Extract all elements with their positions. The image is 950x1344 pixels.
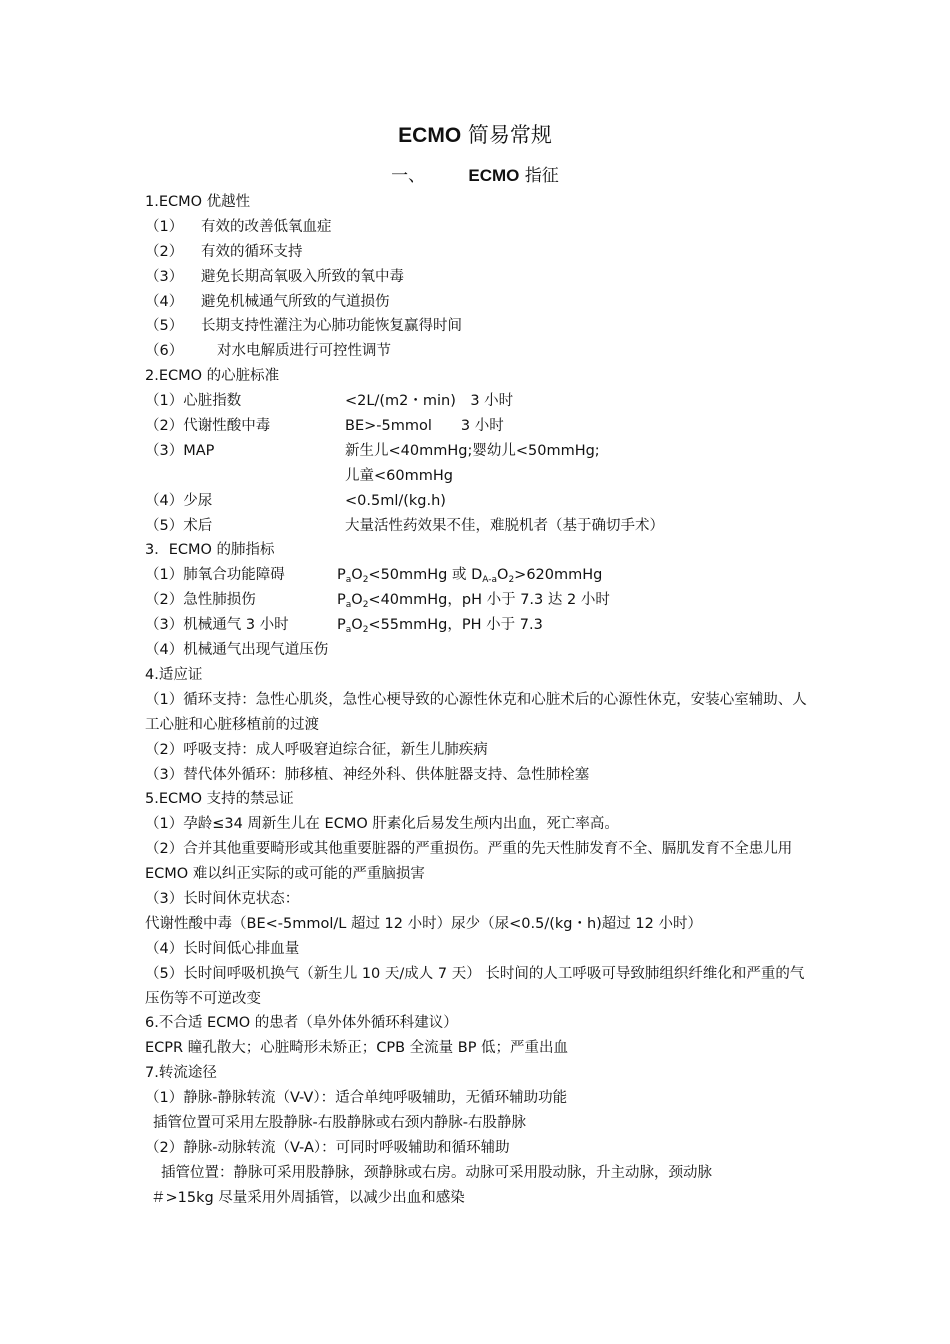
paragraph: （2）合并其他重要畸形或其他重要脏器的严重损伤。严重的先天性肺发育不全、膈肌发育不全患儿用 ECMO 难以纠正实际的或可能的严重脑损害 xyxy=(145,841,793,883)
criteria-row: （2）代谢性酸中毒 BE>-5mmol 3 小时 xyxy=(145,418,504,435)
paragraph: （4）长时间低心排血量 xyxy=(145,940,300,957)
heading-bypass-routes: 7.转流途径 xyxy=(145,1065,217,1082)
paragraph: （2）静脉-动脉转流（V-A）：可同时呼吸辅助和循环辅助 xyxy=(145,1139,510,1156)
list-item: （1） 有效的改善低氧血症 xyxy=(145,218,332,235)
document-title: ECMO 简易常规 xyxy=(398,123,552,147)
paragraph: 代谢性酸中毒（BE<-5mmol/L 超过 12 小时）尿少（尿<0.5/(kg・h)超过 12 小时） xyxy=(145,915,702,932)
section-title-indications: 一、 ECMO 指征 xyxy=(391,166,559,186)
paragraph: 插管位置可采用左股静脉-右股静脉或右颈内静脉-右股静脉 xyxy=(153,1115,526,1132)
paragraph: （1）孕龄≤34 周新生儿在 ECMO 肝素化后易发生颅内出血，死亡率高。 xyxy=(145,816,619,833)
list-item: （4） 避免机械通气所致的气道损伤 xyxy=(145,293,390,310)
criteria-row: （4）机械通气出现气道压伤 xyxy=(145,642,329,659)
paragraph: 插管位置：静脉可采用股静脉，颈静脉或右房。动脉可采用股动脉，升主动脉，颈动脉 xyxy=(161,1164,712,1181)
paragraph: （3）替代体外循环：肺移植、神经外科、供体脏器支持、急性肺栓塞 xyxy=(145,766,590,783)
list-item: （2） 有效的循环支持 xyxy=(145,243,303,260)
paragraph: （1）静脉-静脉转流（V-V）：适合单纯呼吸辅助，无循环辅助功能 xyxy=(145,1090,568,1107)
criteria-row: （3）机械通气 3 小时 $P_aO_2<55mmHg$，PH 小于 7.3 xyxy=(145,617,543,636)
paragraph: ECPR 瞳孔散大；心脏畸形未矫正；CPB 全流量 BP 低；严重出血 xyxy=(145,1040,569,1057)
heading-unsuitable-patients: 6.不合适 ECMO 的患者（阜外体外循环科建议） xyxy=(145,1015,458,1032)
criteria-row: （3）MAP 新生儿<40mmHg;婴幼儿<50mmHg; xyxy=(145,442,600,459)
list-item: （3） 避免长期高氧吸入所致的氧中毒 xyxy=(145,268,404,285)
list-item: （6） 对水电解质进行可控性调节 xyxy=(145,343,391,360)
criteria-row: （1）心脏指数 <2L/(m2・min) 3 小时 xyxy=(145,393,514,410)
criteria-row: （4）少尿 <0.5ml/(kg.h) xyxy=(145,492,446,509)
paragraph: （2）呼吸支持：成人呼吸窘迫综合征，新生儿肺疾病 xyxy=(145,741,488,758)
paragraph: （5）长时间呼吸机换气（新生儿 10 天/成人 7 天） 长时间的人工呼吸可导致肺组织纤维化和严重的气压伤等不可逆改变 xyxy=(145,965,805,1007)
paragraph: （1）循环支持：急性心肌炎，急性心梗导致的心源性休克和心脏术后的心源性休克，安装心室辅助、人工心脏和心脏移植前的过渡 xyxy=(145,691,807,733)
heading-pulmonary-criteria: 3．ECMO 的肺指标 xyxy=(145,542,275,559)
criteria-row: （1）肺氧合功能障碍 $P_aO_2<50mmHg$ 或 $D_{A-a}O_2>620mmHg$ xyxy=(145,567,603,586)
heading-indications: 4.适应证 xyxy=(145,666,203,683)
document-body xyxy=(145,190,815,1211)
heading-advantages: 1.ECMO 优越性 xyxy=(145,194,251,210)
heading-contraindications: 5.ECMO 支持的禁忌证 xyxy=(145,791,294,808)
list-item: （5） 长期支持性灌注为心肺功能恢复赢得时间 xyxy=(145,318,462,335)
criteria-row: （5）术后 大量活性药效果不佳，难脱机者（基于确切手术） xyxy=(145,517,664,534)
criteria-row: （2）急性肺损伤 $P_aO_2<40mmHg$，pH 小于 7.3 达 2 小时 xyxy=(145,592,610,611)
criteria-row-continued: 儿童<60mmHg xyxy=(345,467,453,484)
paragraph: （3）长时间休克状态： xyxy=(145,891,300,907)
heading-cardiac-criteria: 2.ECMO 的心脏标准 xyxy=(145,368,280,385)
paragraph: ＃>15kg 尽量采用外周插管，以减少出血和感染 xyxy=(151,1189,465,1206)
